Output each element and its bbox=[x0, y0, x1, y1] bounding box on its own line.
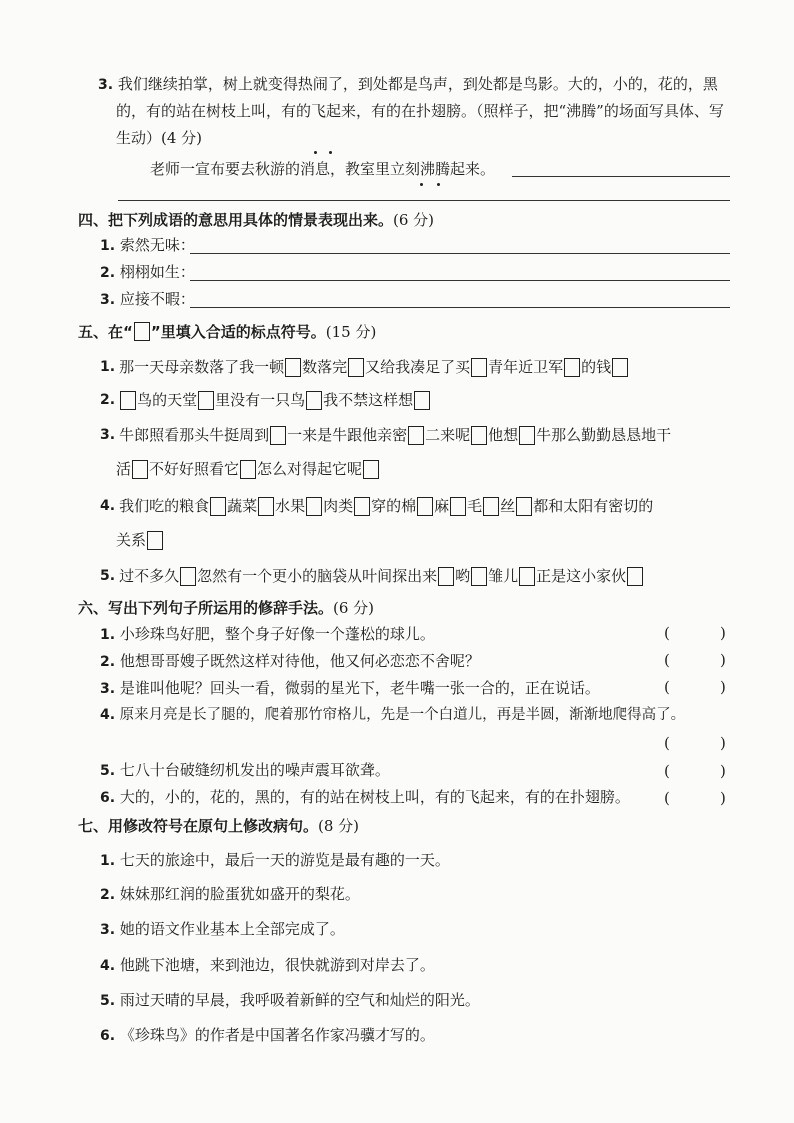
item-number: 1. bbox=[100, 238, 116, 254]
punctuation-box[interactable] bbox=[564, 358, 580, 377]
sentence-text: 大的，小的，花的，黑的，有的站在树枝上叫，有的飞起来，有的在扑翅膀。 bbox=[119, 788, 630, 806]
answer-line[interactable] bbox=[190, 280, 730, 281]
sentence-fragment: 关系 bbox=[116, 531, 147, 549]
item3-line2: 的，有的站在树枝上叫，有的飞起来，有的在扑翅膀。（照样子，把“沸腾”的场面写具体、写 bbox=[116, 102, 724, 120]
item-number: 1. bbox=[100, 853, 116, 869]
section4-title bbox=[78, 210, 434, 230]
sentence-fragment: 雏儿 bbox=[488, 567, 519, 585]
answer-paren-open[interactable]: ( bbox=[664, 678, 670, 696]
punctuation-box[interactable] bbox=[438, 567, 454, 586]
item-number: 2. bbox=[100, 265, 116, 281]
sec6-item-5 bbox=[100, 760, 390, 781]
sec5-q4a bbox=[100, 496, 653, 516]
sentence-fragment: 青年近卫军 bbox=[488, 358, 564, 376]
punctuation-box[interactable] bbox=[132, 460, 148, 479]
sec5-q5 bbox=[100, 566, 644, 586]
section-title-text: 五、在“ bbox=[78, 323, 133, 341]
item-number: 6. bbox=[100, 790, 116, 806]
answer-paren-open[interactable]: ( bbox=[664, 651, 670, 669]
answer-paren-close[interactable]: ) bbox=[720, 789, 726, 807]
item-number: 1. bbox=[100, 627, 116, 643]
sentence-fragment: 蔬菜 bbox=[227, 497, 258, 515]
answer-line[interactable] bbox=[512, 176, 730, 177]
sentence-fragment: 肉类 bbox=[323, 497, 354, 515]
sec7-item-4[interactable] bbox=[100, 955, 435, 976]
item-number: 3. bbox=[100, 922, 116, 938]
sentence-fragment: 数落完 bbox=[302, 358, 348, 376]
sec6-item-1 bbox=[100, 624, 435, 645]
punctuation-box[interactable] bbox=[306, 497, 322, 516]
answer-paren-close[interactable]: ) bbox=[720, 651, 726, 669]
blank-box-sample bbox=[134, 322, 150, 341]
punctuation-box[interactable] bbox=[198, 391, 214, 410]
answer-paren-open[interactable]: ( bbox=[664, 789, 670, 807]
section-title-text: 七、用修改符号在原句上修改病句。 bbox=[78, 817, 319, 835]
sec7-item-3[interactable] bbox=[100, 919, 345, 940]
section-title-text: ”里填入合适的标点符号。 bbox=[150, 323, 326, 341]
punctuation-box[interactable] bbox=[414, 391, 430, 410]
answer-paren-open[interactable]: ( bbox=[664, 762, 670, 780]
sec5-q2 bbox=[100, 390, 431, 410]
sentence-text: 他想哥哥嫂子既然这样对待他，他又何必恋恋不舍呢？ bbox=[119, 652, 480, 670]
punctuation-box[interactable] bbox=[270, 426, 286, 445]
sec7-item-5[interactable] bbox=[100, 990, 480, 1011]
sec4-item-3 bbox=[100, 289, 195, 310]
punctuation-box[interactable] bbox=[354, 497, 370, 516]
item-number: 4. bbox=[100, 958, 116, 974]
section-score: (6 分) bbox=[393, 211, 435, 229]
punctuation-box[interactable] bbox=[285, 358, 301, 377]
answer-line[interactable] bbox=[190, 307, 730, 308]
sentence-text: 小珍珠鸟好肥，整个身子好像一个蓬松的球儿。 bbox=[119, 625, 435, 643]
sentence-fragment: 都和太阳有密切的 bbox=[533, 497, 654, 515]
punctuation-box[interactable] bbox=[240, 460, 256, 479]
idiom-label: 栩栩如生： bbox=[119, 263, 195, 281]
sec7-item-6[interactable] bbox=[100, 1025, 435, 1046]
sec7-item-2[interactable] bbox=[100, 884, 360, 905]
sentence-fragment: 他想 bbox=[488, 426, 519, 444]
emphasis-dot bbox=[420, 183, 423, 186]
item-number: 3. bbox=[100, 292, 116, 308]
sentence-text: 原来月亮是长了腿的，爬着那竹帘格儿，先是一个白道儿，再是半圆，渐渐地爬得高了。 bbox=[119, 707, 686, 723]
sentence-fragment: 活 bbox=[116, 460, 132, 478]
sentence-fragment: 我们吃的粮食 bbox=[119, 497, 210, 515]
sec6-item-2 bbox=[100, 651, 480, 672]
punctuation-box[interactable] bbox=[120, 391, 136, 410]
item-number: 2. bbox=[100, 392, 116, 408]
faulty-sentence[interactable]: 《珍珠鸟》的作者是中国著名作家冯骥才写的。 bbox=[119, 1026, 435, 1044]
punctuation-box[interactable] bbox=[471, 358, 487, 377]
section-title-text: 四、把下列成语的意思用具体的情景表现出来。 bbox=[78, 211, 394, 229]
answer-paren-open[interactable]: ( bbox=[664, 734, 670, 752]
answer-paren-close[interactable]: ) bbox=[720, 624, 726, 642]
sentence-fragment: 忽然有一个更小的脑袋从叶间探出来 bbox=[197, 567, 438, 585]
item3-text-line1: 我们继续拍掌，树上就变得热闹了，到处都是鸟声，到处都是鸟影。大的，小的，花的，黑 bbox=[117, 75, 718, 93]
punctuation-box[interactable] bbox=[471, 426, 487, 445]
sec7-item-1[interactable] bbox=[100, 850, 450, 871]
sentence-fragment: 水果 bbox=[275, 497, 306, 515]
faulty-sentence[interactable]: 她的语文作业基本上全部完成了。 bbox=[119, 920, 345, 938]
section6-title bbox=[78, 598, 374, 618]
sec5-q4b bbox=[116, 530, 164, 550]
faulty-sentence[interactable]: 七天的旅途中，最后一天的游览是最有趣的一天。 bbox=[119, 851, 450, 869]
sentence-fragment: 鸟的天堂 bbox=[137, 391, 198, 409]
sentence-fragment: 麻 bbox=[434, 497, 450, 515]
section-score: (6 分) bbox=[333, 599, 375, 617]
sec5-q3a bbox=[100, 425, 671, 445]
sentence-fragment: 哟 bbox=[455, 567, 471, 585]
item-number: 3. bbox=[100, 681, 116, 697]
sentence-fragment: 里没有一只鸟 bbox=[215, 391, 306, 409]
emphasis-dot bbox=[437, 183, 440, 186]
sentence-fragment: 毛 bbox=[467, 497, 483, 515]
sec6-item-3 bbox=[100, 678, 600, 699]
emphasis-dot bbox=[314, 151, 317, 154]
faulty-sentence[interactable]: 雨过天晴的早晨，我呼吸着新鲜的空气和灿烂的阳光。 bbox=[119, 991, 480, 1009]
sentence-fragment: 二来呢 bbox=[425, 426, 471, 444]
sentence-fragment: 牛那么勤勤恳恳地干 bbox=[536, 426, 672, 444]
item-number: 3. bbox=[98, 77, 114, 93]
sec6-item-6 bbox=[100, 787, 630, 808]
answer-paren-close[interactable]: ) bbox=[720, 678, 726, 696]
item-number: 2. bbox=[100, 654, 116, 670]
sentence-fragment: 正是这小家伙 bbox=[536, 567, 627, 585]
answer-line[interactable] bbox=[190, 253, 730, 254]
sentence-text: 是谁叫他呢？回头一看，微弱的星光下，老牛嘴一张一合的，正在说话。 bbox=[119, 679, 600, 697]
answer-paren-open[interactable]: ( bbox=[664, 624, 670, 642]
punctuation-box[interactable] bbox=[363, 460, 379, 479]
punctuation-box[interactable] bbox=[210, 497, 226, 516]
sentence-fragment: 牛郎照看那头牛挺周到 bbox=[119, 426, 270, 444]
sec4-item-1 bbox=[100, 235, 195, 256]
sentence-fragment: 一来是牛跟他亲密 bbox=[287, 426, 408, 444]
sentence-fragment: 穿的棉 bbox=[371, 497, 417, 515]
punctuation-box[interactable] bbox=[306, 391, 322, 410]
section5-title bbox=[78, 322, 376, 342]
punctuation-box[interactable] bbox=[627, 567, 643, 586]
sentence-fragment: 怎么对得起它呢 bbox=[257, 460, 363, 478]
sentence-fragment: 又给我凑足了买 bbox=[365, 358, 471, 376]
section-title-text: 六、写出下列句子所运用的修辞手法。 bbox=[78, 599, 334, 617]
item-number: 5. bbox=[100, 763, 116, 779]
item-number: 1. bbox=[100, 359, 116, 375]
sentence-fragment: 我不禁这样想 bbox=[323, 391, 414, 409]
punctuation-box[interactable] bbox=[417, 497, 433, 516]
section7-title bbox=[78, 816, 359, 836]
punctuation-box[interactable] bbox=[408, 426, 424, 445]
punctuation-box[interactable] bbox=[471, 567, 487, 586]
punctuation-box[interactable] bbox=[180, 567, 196, 586]
answer-paren-close[interactable]: ) bbox=[720, 734, 726, 752]
sentence-fragment: 不好好照看它 bbox=[149, 460, 240, 478]
sentence-text: 七八十台破缝纫机发出的噪声震耳欲聋。 bbox=[119, 761, 390, 779]
sentence-fragment: 丝 bbox=[500, 497, 516, 515]
item-number: 3. bbox=[100, 427, 116, 443]
answer-paren-close[interactable]: ) bbox=[720, 762, 726, 780]
idiom-label: 应接不暇： bbox=[119, 290, 195, 308]
item3-example: 老师一宣布要去秋游的消息，教室里立刻沸腾起来。 bbox=[150, 160, 496, 178]
punctuation-box[interactable] bbox=[612, 358, 628, 377]
punctuation-box[interactable] bbox=[519, 426, 535, 445]
answer-line[interactable] bbox=[118, 200, 730, 201]
item-number: 4. bbox=[100, 707, 116, 723]
item3-line3: 生动）(4 分) bbox=[116, 129, 203, 147]
item-number: 6. bbox=[100, 1028, 116, 1044]
sentence-fragment: 过不多久 bbox=[119, 567, 180, 585]
sec5-q3b bbox=[116, 459, 380, 479]
section-score: (8 分) bbox=[318, 817, 360, 835]
punctuation-box[interactable] bbox=[516, 497, 532, 516]
sentence-fragment: 那一天母亲数落了我一顿 bbox=[119, 358, 285, 376]
sentence-fragment: 的钱 bbox=[581, 358, 612, 376]
item-number: 4. bbox=[100, 498, 116, 514]
emphasis-dot bbox=[329, 151, 332, 154]
punctuation-box[interactable] bbox=[519, 567, 535, 586]
item-number: 5. bbox=[100, 993, 116, 1009]
punctuation-box[interactable] bbox=[348, 358, 364, 377]
item-number: 2. bbox=[100, 887, 116, 903]
punctuation-box[interactable] bbox=[450, 497, 466, 516]
item-number: 5. bbox=[100, 568, 116, 584]
item3-line1 bbox=[98, 74, 718, 95]
faulty-sentence[interactable]: 妹妹那红润的脸蛋犹如盛开的梨花。 bbox=[119, 885, 360, 903]
sec6-item-4 bbox=[100, 705, 685, 725]
punctuation-box[interactable] bbox=[147, 531, 163, 550]
section-score: (15 分) bbox=[325, 323, 377, 341]
punctuation-box[interactable] bbox=[258, 497, 274, 516]
punctuation-box[interactable] bbox=[483, 497, 499, 516]
sec4-item-2 bbox=[100, 262, 195, 283]
faulty-sentence[interactable]: 他跳下池塘，来到池边，很快就游到对岸去了。 bbox=[119, 956, 435, 974]
idiom-label: 索然无味： bbox=[119, 236, 195, 254]
sec5-q1 bbox=[100, 357, 629, 377]
